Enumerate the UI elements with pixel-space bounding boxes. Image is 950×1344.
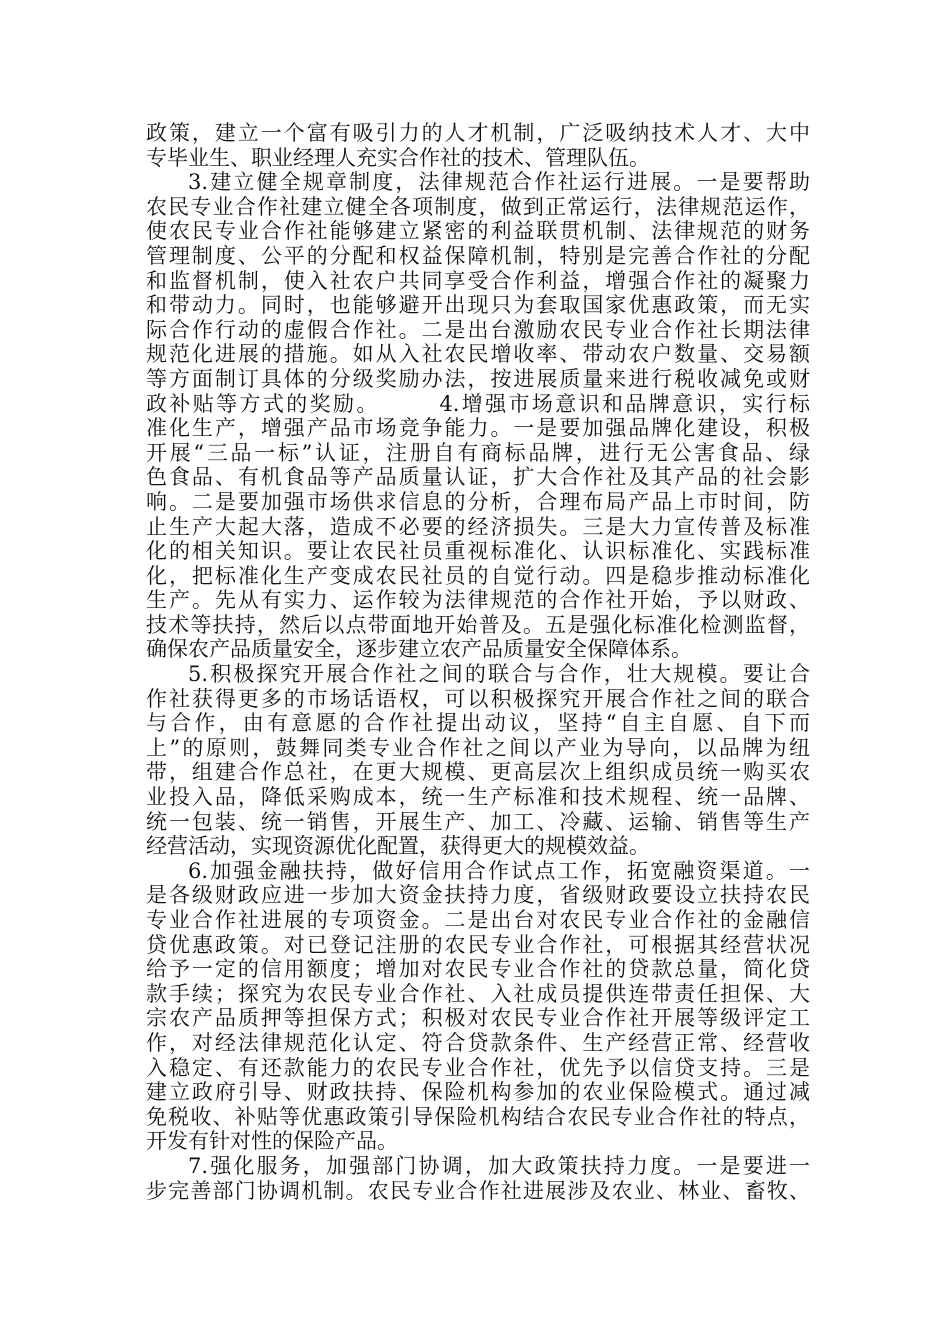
text-line: 政策，建立一个富有吸引力的人才机制，广泛吸纳技术人才、大中 [146, 121, 810, 145]
text-line: 政补贴等方式的奖励。 4.增强市场意识和品牌意识，实行标 [146, 391, 810, 416]
text-line: 管理制度、公平的分配和权益保障机制，特别是完善合作社的分配 [146, 243, 810, 268]
text-line: 与合作，由有意愿的合作社提出动议，坚持“自主自愿、自下而 [146, 711, 810, 736]
text-line: 止生产大起大落，造成不必要的经济损失。三是大力宣传普及标准 [146, 514, 810, 539]
text-line: 5.积极探究开展合作社之间的联合与合作，壮大规模。要让合 [188, 662, 810, 687]
text-line: 确保农产品质量安全，逐步建立农产品质量安全保障体系。 [146, 637, 692, 662]
text-line: 统一包装、统一销售，开展生产、加工、冷藏、运输、销售等生产 [146, 809, 810, 834]
text-line: 业投入品，降低采购成本，统一生产标准和技术规程、统一品牌、 [146, 785, 810, 810]
text-line: 宗农产品质押等担保方式；积极对农民专业合作社开展等级评定工 [146, 1006, 810, 1031]
text-line: 7.强化服务，加强部门协调，加大政策扶持力度。一是要进一 [188, 1153, 810, 1178]
text-line: 步完善部门协调机制。农民专业合作社进展涉及农业、林业、畜牧、 [146, 1178, 810, 1203]
text-line: 开发有针对性的保险产品。 [146, 1129, 398, 1154]
text-line: 贷优惠政策。对已登记注册的农民专业合作社，可根据其经营状况 [146, 932, 810, 957]
text-line: 和监督机制，使入社农户共同享受合作利益，增强合作社的凝聚力 [146, 268, 810, 293]
text-line: 技术等扶持，然后以点带面地开始普及。五是强化标准化检测监督， [146, 612, 810, 637]
text-line: 免税收、补贴等优惠政策引导保险机构结合农民专业合作社的特点， [146, 1104, 810, 1129]
text-line: 给予一定的信用额度；增加对农民专业合作社的贷款总量，简化贷 [146, 957, 810, 982]
text-line: 生产。先从有实力、运作较为法律规范的合作社开始，予以财政、 [146, 588, 810, 613]
text-line: 开展“三品一标”认证，注册自有商标品牌，进行无公害食品、绿 [146, 440, 810, 465]
text-line: 经营活动，实现资源优化配置，获得更大的规模效益。 [146, 834, 650, 859]
text-line: 入稳定、有还款能力的农民专业合作社，优先予以信贷支持。三是 [146, 1055, 810, 1080]
text-line: 使农民专业合作社能够建立紧密的利益联贯机制、法律规范的财务 [146, 219, 810, 244]
text-line: 带，组建合作总社，在更大规模、更高层次上组织成员统一购买农 [146, 760, 810, 785]
text-line: 专业合作社进展的专项资金。二是出台对农民专业合作社的金融信 [146, 908, 810, 932]
text-line: 上”的原则，鼓舞同类专业合作社之间以产业为导向，以品牌为纽 [146, 735, 810, 760]
text-line: 响。二是要加强市场供求信息的分析，合理布局产品上市时间，防 [146, 489, 810, 514]
text-line: 农民专业合作社建立健全各项制度，做到正常运行，法律规范运作， [146, 194, 810, 219]
text-line: 际合作行动的虚假合作社。二是出台激励农民专业合作社长期法律 [146, 317, 810, 342]
text-line: 3.建立健全规章制度，法律规范合作社运行进展。一是要帮助 [188, 170, 810, 195]
text-line: 建立政府引导、财政扶持、保险机构参加的农业保险模式。通过减 [146, 1080, 810, 1105]
text-line: 和带动力。同时，也能够避开出现只为套取国家优惠政策，而无实 [146, 293, 810, 318]
text-line: 准化生产，增强产品市场竞争能力。一是要加强品牌化建设，积极 [146, 416, 810, 441]
body-text [146, 121, 810, 1203]
text-line: 化，把标准化生产变成农民社员的自觉行动。四是稳步推动标准化 [146, 563, 810, 588]
text-line: 作，对经法律规范化认定、符合贷款条件、生产经营正常、经营收 [146, 1030, 810, 1055]
text-line: 化的相关知识。要让农民社员重视标准化、认识标准化、实践标准 [146, 539, 810, 564]
text-line: 专毕业生、职业经理人充实合作社的技术、管理队伍。 [146, 145, 650, 170]
text-line: 等方面制订具体的分级奖励办法，按进展质量来进行税收减免或财 [146, 366, 810, 391]
text-line: 6.加强金融扶持，做好信用合作试点工作，拓宽融资渠道。一 [188, 858, 810, 883]
text-line: 色食品、有机食品等产品质量认证，扩大合作社及其产品的社会影 [146, 465, 810, 490]
text-line: 作社获得更多的市场话语权，可以积极探究开展合作社之间的联合 [146, 686, 810, 711]
text-line: 是各级财政应进一步加大资金扶持力度，省级财政要设立扶持农民 [146, 883, 810, 908]
text-line: 款手续；探究为农民专业合作社、入社成员提供连带责任担保、大 [146, 981, 810, 1006]
text-line: 规范化进展的措施。如从入社农民增收率、带动农户数量、交易额 [146, 342, 810, 367]
